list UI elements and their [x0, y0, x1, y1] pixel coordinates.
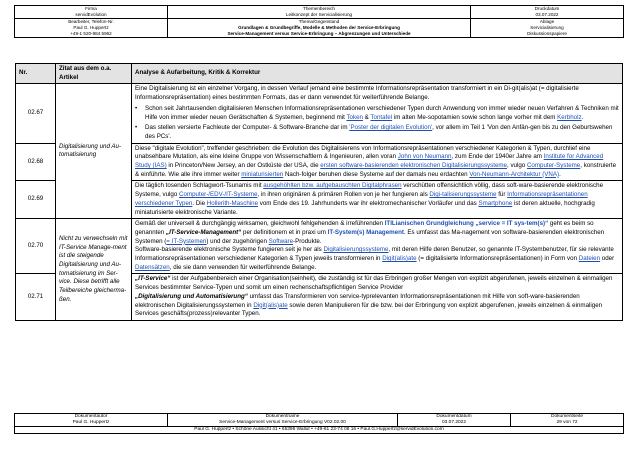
- analysis-paragraph: „Digitalisierung und Automatisierung“ umfasst das Transformieren von service-typrelevanten Informationsrepräsentationen mit Hilfe von soft-ware-basierenden elektronischen Digitalisierungssystemen in Digit(alis)ate sowie deren Manipulieren für die bzw. bei der Erbringung von explizit abgerufenen, jeweils einzelnen & einmaligen Services geschäfts(prozess)relevanter Typen.: [135, 292, 603, 318]
- header-thema-value: Leitkonzept der Servicialisierung: [285, 12, 353, 17]
- link-digitalisate[interactable]: Digit(alis)ate: [382, 255, 417, 263]
- footer-autor-value: Paul G. Huppertz: [72, 420, 110, 425]
- link-it-systemen[interactable]: = IT-Systemen: [166, 237, 207, 245]
- link-tontafel[interactable]: Tontafel: [370, 113, 393, 121]
- header-gegenstand: [168, 19, 471, 38]
- link-poster-digitale-evolution[interactable]: 'Poster der digitalen Evolution': [349, 124, 433, 132]
- header-firma-label: Firma: [85, 6, 97, 11]
- footer-name-value: Service-Management versus Service-Erbringung V02.02.00: [219, 420, 346, 425]
- analysis-cell: [132, 274, 623, 321]
- header-druckdatum: [471, 6, 624, 19]
- footer-datum-value: 03.07.2022: [441, 420, 466, 425]
- header-bearbeiter: [15, 19, 168, 38]
- header-gegen-line1: Grundlagen & Grundbegriffe, Modelle & Methoden der Service-Erbringung: [238, 25, 400, 30]
- row-number: 02.69: [16, 181, 56, 219]
- link-informationsrepraesentationen[interactable]: Informationsrepräsentationen verschiedener Typen: [135, 191, 588, 207]
- link-ias[interactable]: Institute for Advanced Study (IAS): [135, 153, 604, 170]
- link-erste-systeme[interactable]: ersten software-basierenden elektronischen Digitalisierungssysteme: [320, 162, 507, 170]
- footer-autor: [15, 414, 168, 427]
- bullet-text: Schon seit Jahrtausenden digitalisieren Menschen Informationsrepräsentationen verschiedener Typen durch Anwendung von immer wieder neuen Verfahren & Techniken mit Hilfe von immer wieder neuen Gerätschaften & Systemen, beginnend mit Token & Tontafel im alten Me-sopotamien sowie schon lange vorher mit dem Kerbholz.: [145, 104, 619, 121]
- link-it-systeme[interactable]: Computer-/EDV-/IT-Systeme: [179, 191, 258, 199]
- link-software[interactable]: Software: [268, 237, 294, 245]
- link-computer-systeme[interactable]: Computer-Systeme: [526, 162, 581, 170]
- header-gegen-line2: Service-Management versus Service-Erbringung – Abgrenzungen und Unterschiede: [227, 31, 411, 36]
- analysis-cell: Die täglich tosenden Schlagwort-Tsunamis mit ausgehöhlten bzw. aufgebauschten Digitalphrasen verschütten offensichtlich völlig, dass soft-ware-basierende elektronische Systeme, vulgo Computer-/EDV-/IT-Systeme, in ihren originären & primären Rollen von je her fungieren als Digi-talisierungssysteme für Informationsrepräsentationen verschiedener Typen. Die Hollerith-Maschine vom Ende des 19. Jahrhunderts war ihr elektromechanischer Vorläufer und das Smartphone ist deren aktuelle, hochgradig miniaturisierte elektronische Variante.: [132, 181, 623, 219]
- link-digitalphrasen[interactable]: ausgehöhlten bzw. aufgebauschten Digitalphrasen: [263, 182, 402, 190]
- footer-seite: [511, 414, 624, 427]
- link-token[interactable]: Token: [346, 113, 363, 121]
- analysis-paragraph: Eine Digitalisierung ist ein einzelner Vorgang, in dessen Verlauf jemand eine bestimmte Informationsrepräsentation transformiert in ein Di-git(alis)at (= digitalisierte Informationsrepräsentation) eines bestimmten Formats, das er dann verwendet für weiterführende Belange.: [135, 85, 579, 102]
- header-druck-value: 03.07.2022: [535, 12, 559, 17]
- quote-cell: Digitalisierung und Au-tomatisierung: [56, 84, 132, 219]
- row-number: 02.70: [16, 219, 56, 274]
- link-smartphone[interactable]: Smartphone: [478, 199, 513, 207]
- link-digitalisate-2[interactable]: Digit(alis)ate: [253, 301, 288, 309]
- bullet-icon: •: [135, 104, 138, 112]
- link-miniaturisiert[interactable]: miniaturisierten: [241, 170, 284, 178]
- row-number: 02.67: [16, 84, 56, 143]
- link-datensaetzen[interactable]: Datensätzen: [135, 263, 170, 271]
- header-firma: [15, 6, 168, 19]
- bullet-text: Das stellen versierte Fachleute der Computer- & Software-Branche dar im 'Poster der digitalen Evolution', vor allem im Teil 1 'Von den Anfän-gen bis zu den Geburtswehen des PCs'.: [145, 124, 613, 140]
- table-row: [16, 219, 623, 274]
- header-ablage: [471, 19, 624, 38]
- itil-grundgleichung: ITILianischen Grundgleichung „service = IT sys-tem(s)“: [384, 220, 549, 228]
- footer-name-label: Dokumentname: [265, 414, 300, 419]
- bullet-item: [135, 124, 619, 141]
- table-header-row: [16, 64, 623, 84]
- header-bearb-name: Paul G. Huppertz: [73, 25, 109, 30]
- footer-autor-label: Dokumentautor: [74, 414, 108, 419]
- link-digitalisierungssysteme[interactable]: Digi-talisierungssysteme: [429, 191, 497, 199]
- document-header: [14, 5, 624, 38]
- bullet-item: [135, 105, 619, 122]
- header-ablage-line2: Diskussionspapiere: [527, 31, 567, 36]
- header-bearb-tel: +49-1 520-984 5962: [70, 31, 112, 36]
- analysis-table: [15, 63, 623, 321]
- col-header-nr: Nr.: [16, 64, 56, 84]
- link-digitalisierungssysteme-2[interactable]: Digitalisierungssysteme: [323, 246, 389, 254]
- quote-cell: Nicht zu verwechseln mit IT-Service Manage-ment ist die steigende Digitalisierung und Au-tomatisierung im Ser-vice. Diese betrifft alle Teilbereiche gleicherma-ßen.: [56, 219, 132, 321]
- link-dateien[interactable]: Dateien: [578, 255, 601, 263]
- header-ablage-line1: Servicialisierung: [530, 25, 564, 30]
- link-kerbholz[interactable]: Kerbholz: [557, 113, 582, 121]
- analysis-paragraph: „IT-Service“ ist der Aufgabenbereich einer Organisation(seinheit), die zuständig ist für das Erbringen großer Mengen von explizit abgerufenen, jeweils einzelnen & einmaligen Services bestimmter Service-Typen und somit um einen rechenschaftspflichtigen Service Provider: [135, 275, 613, 292]
- footer-dokumentname: [168, 414, 398, 427]
- header-druck-label: Druckdatum: [534, 6, 560, 11]
- footer-datum: [398, 414, 511, 427]
- col-header-analyse: Analyse & Aufarbeitung, Kritik & Korrektur: [132, 64, 623, 84]
- footer-seite-value: 29 von 72: [556, 420, 578, 425]
- analysis-paragraph: Gemäß der universell & durchgängig wirksamen, gleichwohl fehlgehenden & irreführenden ITILianischen Grundgleichung „service = IT sys-tem(s)“ geht es beim so genannten „IT-Service-Management“ per definitionem et in praxi um IT-System(s) Management. Es umfasst das Ma-nagement von software-basierenden elektronischen Systemen (= IT-Systemen) und der zugehörigen Software-Produkte.: [135, 220, 605, 245]
- bullet-icon: •: [135, 124, 138, 132]
- document-footer: [14, 413, 624, 434]
- analysis-cell: [132, 219, 623, 274]
- header-ablage-label: Ablage: [539, 19, 555, 24]
- analysis-paragraph: Software-basierende elektronische Systeme fungieren seit je her als Digitalisierungssysteme, mit deren Hilfe deren Benutzer, so genannte IT-Systembenutzer, für sie relevante Informationsrepräsentationen verschiedener Kategorien & Typen jeweils transformieren in Digit(alis)ate (= digitalisierte Informationsrepräsentationen) in Form von Dateien oder Datensätzen, die sie dann verwenden für weiterführende Belange.: [135, 246, 615, 271]
- footer-address: Paul G. Huppertz • Schöne Aussicht 41 • 65396 Walluf • +49-61 23-74 06 16 • Paul.G.Huppertz@servidEvolution.com: [15, 427, 624, 434]
- header-bearb-label: Bearbeiter, Telefon-Nr.: [68, 19, 114, 24]
- analysis-cell: Diese "digitale Evolution", treffender geschrieben: die Evolution des Digitalisierens von Informationsrepräsentationen verschiedener Kategorien & Typen, durchlief eine unabsehbare Mutation, als eine kleine Gruppe von Wissenschaftlern & Ingenieuren, allen voran John von Neumann, zum Ende der 1940er Jahre am Institute for Advanced Study (IAS) in Princeton/New Jersey, an der Ostküste der USA, die ersten software-basierenden elektronischen Digitalisierungssysteme, vulgo Computer-Systeme, konstruierte & einführte. Wie alle ihre immer weiter miniaturisierten Nach-folger beruhen diese Systeme auf der damals neu erdachten Von-Neumann-Architektur (VNA).: [132, 143, 623, 181]
- col-header-zitat: Zitat aus dem o.a. Artikel: [56, 64, 132, 84]
- it-systems-management: IT-System(s) Management: [327, 228, 404, 236]
- footer-datum-label: Dokumentdatum: [436, 414, 472, 419]
- footer-seite-label: Dokumentseite: [551, 414, 583, 419]
- link-john-von-neumann[interactable]: John von Neumann: [397, 153, 452, 161]
- link-hollerith[interactable]: Hollerith-Maschine: [206, 199, 259, 207]
- table-row: [16, 84, 623, 143]
- header-thema-label: Themenbereich: [303, 6, 335, 11]
- header-firma-value: servidEvolution: [75, 12, 107, 17]
- link-vna[interactable]: Von-Neumann-Architektur (VNA): [469, 170, 560, 178]
- row-number: 02.71: [16, 274, 56, 321]
- analysis-cell: [132, 84, 623, 143]
- row-number: 02.68: [16, 143, 56, 181]
- header-gegen-label: Thema/Gegenstand: [298, 19, 340, 24]
- header-themenbereich: [168, 6, 471, 19]
